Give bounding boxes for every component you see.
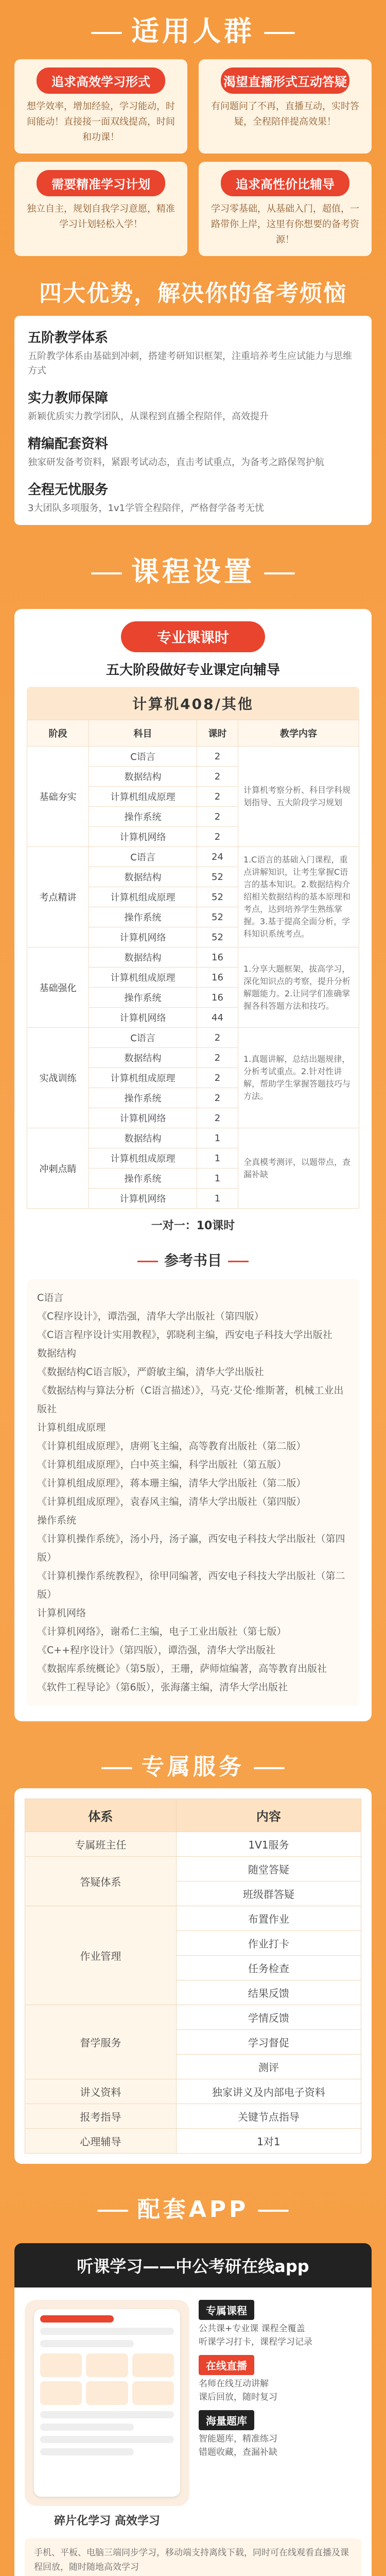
subject-cell: 计算机组成原理 [89,787,197,807]
app-tile-icon [40,2353,82,2377]
book-line: 《软件工程导论》（第6版），张海藩主编，清华大学出版社 [37,1682,288,1693]
audience-text: 独立自主，规划自我学习意愿，精准学习计划轻松入学！ [27,204,175,230]
hours-cell: 52 [197,867,238,887]
system-cell: 讲义资料 [25,2079,177,2104]
audience-text: 学习零基础，从基础入门，超值，一路带你上岸，这里有你想要的备考资源！ [211,204,359,245]
col-header: 科目 [89,720,197,747]
screen-bar [40,2448,134,2455]
table-row [25,2005,361,2030]
subject-cell: C语言 [89,747,197,767]
advantage-description: 3大团队多项服务，1v1学管全程陪伴，严格督学备考无忧 [28,503,265,514]
book-line: 《数据库系统概论》（第5版），王珊，萨师煊编著，高等教育出版社 [37,1663,327,1674]
advantages-title: 四大优势，解决你的备考烦恼 [39,280,347,307]
course-label: 计算机408/其他 [27,687,359,720]
content-cell: 1.C语言的基础入门课程，重点讲解知识，让考生掌握C语言的基本知识。2.数据结构介绍相关数据结构的基本原理和考点，达到培养学生熟练掌握。3.基于提高全面分析，学科知识系统考点。 [238,847,359,947]
content-cell: 计算机考察分析、科目学科规划指导、五大阶段学习规划 [238,747,359,847]
subject-cell: 数据结构 [89,947,197,968]
book-line: 《计算机网络》，谢希仁主编，电子工业出版社（第七版） [37,1626,287,1637]
advantages-box [14,316,372,525]
subject-cell: 数据结构 [89,867,197,887]
hours-cell: 44 [197,1008,238,1028]
feature-line: 听课学习打卡，课程学习记录 [199,2337,312,2347]
screen-bar [40,2340,134,2347]
table-row [25,2079,361,2104]
subject-cell: 操作系统 [89,807,197,827]
stage-cell: 基础夯实 [27,747,89,847]
phone-caption: 碎片化学习 高效学习 [54,2515,160,2528]
app-heading: 听课学习——中公考研在线app [14,2243,372,2287]
advantage-item [28,479,358,516]
system-cell: 报考指导 [25,2104,177,2129]
col-header: 课时 [197,720,238,747]
audience-text: 有问题问了不再，直播互动，实时答疑，全程陪伴提高效果！ [211,101,359,127]
subject-cell: C语言 [89,847,197,867]
col-header: 阶段 [27,720,89,747]
advantage-heading: 全程无忧服务 [28,482,109,498]
advantage-heading: 精编配套资料 [28,436,109,452]
table-row [27,1028,359,1048]
services-table-body [25,1832,361,2154]
service-cell: 1对1 [176,2129,361,2154]
feature-line: 名师在线互动讲解 [199,2379,269,2389]
hours-cell: 52 [197,927,238,947]
books-list [27,1279,359,1706]
advantage-heading: 实力教师保障 [28,391,109,406]
audience-tag: 需要精准学习计划 [37,170,165,196]
service-cell: 随堂答疑 [176,1857,361,1882]
subject-cell: 数据结构 [89,767,197,787]
subject-cell: 计算机网络 [89,1008,197,1028]
services-panel [14,1788,372,2164]
advantage-item [28,327,358,378]
screen-bar [40,2315,114,2323]
subject-cell: 计算机组成原理 [89,1068,197,1088]
table-row [25,1832,361,1857]
system-cell: 答疑体系 [25,1857,177,1906]
audience-card [14,162,187,256]
subject-cell: C语言 [89,1028,197,1048]
audience-card [199,162,372,256]
col-header: 体系 [25,1799,177,1832]
hours-cell: 2 [197,807,238,827]
books-title: 参考书目 [27,1249,359,1270]
service-cell: 学习督促 [176,2030,361,2055]
subject-cell: 数据结构 [89,1048,197,1068]
service-cell: 1V1服务 [176,1832,361,1857]
content-cell: 1.真题讲解，总结出题规律，分析考试重点。2.针对性讲解，帮助学生掌握答题技巧与方法。 [238,1028,359,1128]
screen-bar [40,2411,174,2418]
course-table [27,720,359,1209]
table-row [27,1128,359,1148]
feature-tag: 专属课程 [199,2300,254,2320]
subject-cell: 操作系统 [89,907,197,927]
hours-cell: 2 [197,1088,238,1108]
screen-grid [40,2353,174,2405]
service-cell: 任务检查 [176,1956,361,1980]
table-row [25,2129,361,2154]
service-cell: 独家讲义及内部电子资料 [176,2079,361,2104]
stage-cell: 基础强化 [27,947,89,1028]
hours-cell: 52 [197,887,238,907]
system-cell: 作业管理 [25,1906,177,2005]
services-table-header [25,1799,361,1832]
subject-cell: 计算机网络 [89,1189,197,1209]
advantage-description: 五阶教学体系由基础到冲刺，搭建考研知识框架，注重培养考生应试能力与思维方式 [28,351,352,376]
phone-screen [34,2309,180,2497]
book-line: 数据结构 [37,1348,77,1359]
book-line: 计算机组成原理 [37,1422,106,1433]
subject-cell: 数据结构 [89,1128,197,1148]
app-tile-icon [132,2353,174,2377]
hours-cell: 1 [197,1168,238,1189]
audience-tag: 渴望直播形式互动答疑 [221,67,349,94]
subject-cell: 计算机网络 [89,927,197,947]
hours-cell: 16 [197,988,238,1008]
table-row [27,947,359,968]
hours-cell: 2 [197,1108,238,1128]
service-cell: 关键节点指导 [176,2104,361,2129]
content-cell: 1.分享大题框架，拔高学习，深化知识点的考察，提升分析解题能力。2.让同学们准确掌握各科答题方法和技巧。 [238,947,359,1028]
hours-cell: 2 [197,1068,238,1088]
audience-card [199,59,372,154]
app-tile-icon [86,2381,128,2405]
table-row [27,847,359,867]
hours-cell: 2 [197,1028,238,1048]
book-line: 《C语言程序设计实用教程》，郭晓利主编，西安电子科技大学出版社 [37,1329,332,1341]
book-line: 《计算机组成原理》，蒋本珊主编，清华大学出版社（第二版） [37,1478,306,1489]
book-line: 《数据结构与算法分析（C语言描述）》，马克·艾伦·维斯著，机械工业出版社 [37,1385,344,1415]
hours-cell: 52 [197,907,238,927]
service-cell: 结果反馈 [176,1980,361,2005]
col-header: 教学内容 [238,720,359,747]
feature-line: 错题收藏，查漏补缺 [199,2447,277,2458]
book-line: 《计算机组成原理》，白中英主编，科学出版社（第五版） [37,1459,287,1470]
book-line: 《计算机操作系统》，汤小丹，汤子瀛，西安电子科技大学出版社（第四版） [37,1533,345,1563]
hours-cell: 2 [197,1048,238,1068]
subject-cell: 计算机组成原理 [89,968,197,988]
feature-tag: 海量题库 [199,2410,254,2430]
hours-cell: 24 [197,847,238,867]
app-card [14,2243,372,2576]
subject-cell: 计算机网络 [89,827,197,847]
app-tile-icon [132,2381,174,2405]
apps-section-title: 配套APP [0,2181,386,2231]
course-section-title: 课程设置 [0,540,386,597]
stage-cell: 实战训练 [27,1028,89,1128]
subject-cell: 操作系统 [89,1168,197,1189]
table-row [27,747,359,767]
service-cell: 测评 [176,2055,361,2079]
screen-bar [40,2424,134,2431]
hours-cell: 2 [197,787,238,807]
course-subtitle: 五大阶段做好专业课定向辅导 [106,663,280,678]
feature-item [199,2300,361,2349]
apps-list [0,2243,386,2576]
services-section-title: 专属服务 [0,1739,386,1788]
phone-column [25,2300,189,2528]
course-panel [14,609,372,1721]
book-line: 操作系统 [37,1515,77,1526]
audience-grid [0,56,386,261]
book-line: 《数据结构C语言版》，严蔚敏主编，清华大学出版社 [37,1366,264,1378]
course-pill: 专业课课时 [121,621,265,652]
app-tile-icon [40,2381,82,2405]
audience-tag: 追求高效学习形式 [37,67,165,94]
feature-item [199,2355,361,2404]
subject-cell: 计算机组成原理 [89,887,197,907]
advantage-item [28,433,358,470]
service-cell: 作业打卡 [176,1931,361,1956]
course-total: 一对一：10课时 [151,1219,235,1232]
services-table [25,1799,361,2154]
feature-line: 课后回放，随时复习 [199,2392,277,2402]
stage-cell: 冲刺点睛 [27,1128,89,1209]
feature-item [199,2410,361,2459]
hours-cell: 16 [197,968,238,988]
subject-cell: 计算机网络 [89,1108,197,1128]
system-cell: 专属班主任 [25,1832,177,1857]
subject-cell: 计算机组成原理 [89,1148,197,1168]
book-line: 《计算机组成原理》，唐朔飞主编，高等教育出版社（第二版） [37,1440,306,1452]
feature-list [199,2300,361,2528]
screen-bar [40,2436,174,2443]
book-line: 《C程序设计》，谭浩强，清华大学出版社（第四版） [37,1311,264,1322]
table-row [25,1857,361,1882]
system-cell: 心理辅导 [25,2129,177,2154]
hours-cell: 1 [197,1148,238,1168]
subject-cell: 操作系统 [89,1088,197,1108]
book-line: C语言 [37,1292,64,1303]
course-table-body [27,747,359,1209]
advantage-item [28,387,358,424]
screen-bar [40,2328,174,2335]
audience-text: 想学效率，增加经验，学习能动，时间能动！直接接一面双线提高，时间和功课！ [27,101,175,143]
advantage-description: 新颖优质实力教学团队，从课程到直播全程陪伴，高效提升 [28,411,269,422]
phone-mockup [25,2300,189,2506]
app-note: 手机、平板、电脑三端同步学习，移动端支持离线下载，同时可在线观看直播及课程回放，随时随地高效学习 [25,2538,361,2576]
advantage-description: 独家研发备考资料，紧跟考试动态，直击考试重点，为备考之路保驾护航 [28,457,324,468]
content-cell: 全真模考测评，以题带点，查漏补缺 [238,1128,359,1209]
audience-title: 适用人群 [0,0,386,56]
book-line: 《C++程序设计》（第四版），谭浩强，清华大学出版社 [37,1645,276,1656]
col-header: 内容 [176,1799,361,1832]
hours-cell: 1 [197,1189,238,1209]
hours-cell: 16 [197,947,238,968]
app-body [14,2287,372,2538]
service-cell: 学情反馈 [176,2005,361,2030]
book-line: 《计算机组成原理》，袁春风主编，清华大学出版社（第四版） [37,1496,306,1507]
stage-cell: 考点精讲 [27,847,89,947]
service-cell: 布置作业 [176,1906,361,1931]
feature-tag: 在线直播 [199,2355,254,2375]
feature-line: 公共课+专业课 课程全覆盖 [199,2324,305,2334]
advantage-heading: 五阶教学体系 [28,330,109,346]
subject-cell: 操作系统 [89,988,197,1008]
hours-cell: 2 [197,747,238,767]
book-line: 计算机网络 [37,1607,86,1619]
book-line: 《计算机操作系统教程》，徐甲同编著，西安电子科技大学出版社（第二版） [37,1570,345,1600]
feature-line: 智能题库，精准练习 [199,2434,277,2444]
hours-cell: 2 [197,827,238,847]
audience-card [14,59,187,154]
course-table-header [27,720,359,747]
audience-tag: 追求高性价比辅导 [221,170,349,196]
hours-cell: 1 [197,1128,238,1148]
system-cell: 督学服务 [25,2005,177,2079]
app-tile-icon [86,2353,128,2377]
hours-cell: 2 [197,767,238,787]
table-row [25,1906,361,1931]
table-row [25,2104,361,2129]
service-cell: 班级群答疑 [176,1882,361,1906]
